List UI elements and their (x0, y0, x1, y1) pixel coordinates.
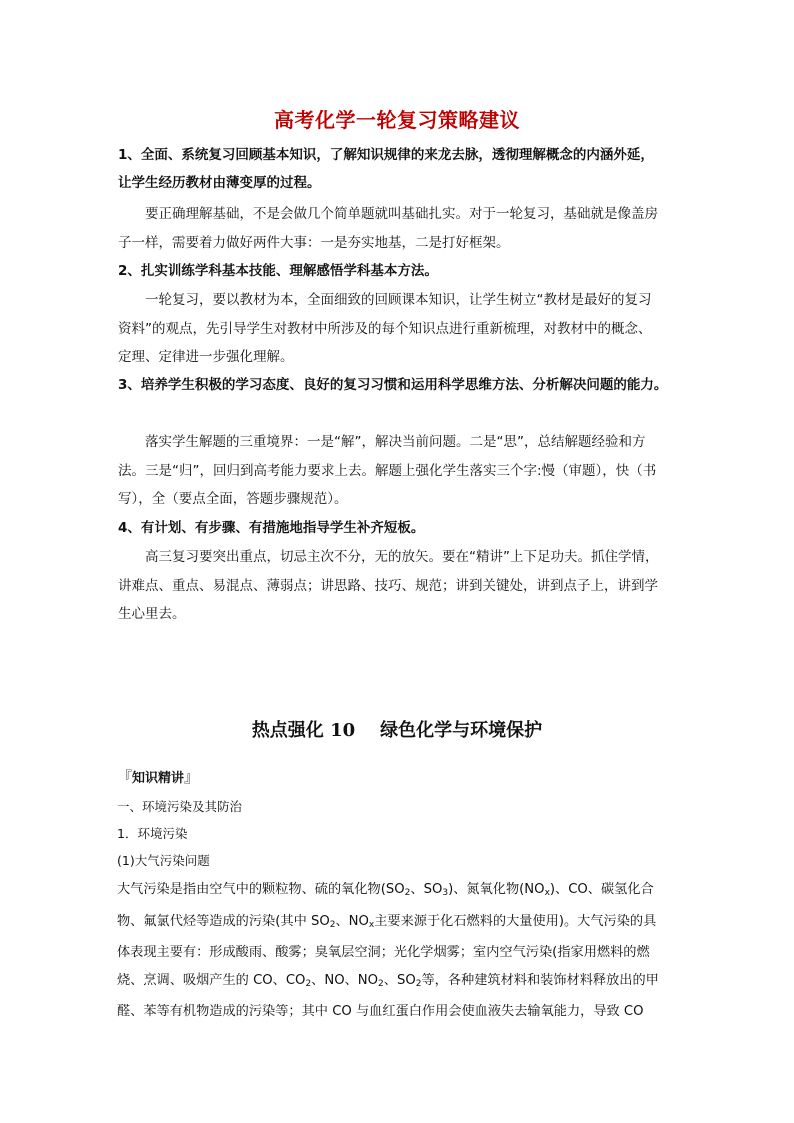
section-1-heading-line-1: 1、全面、系统复习回顾基本知识，了解知识规律的来龙去脉，透彻理解概念的内涵外延， (118, 147, 654, 163)
paragraph-4-line-1: 高三复习要突出重点，切忌主次不分，无的放矢。要在“精讲”上下足功夫。抓住学情， (145, 549, 659, 565)
knowledge-label: 知识精讲 (132, 771, 185, 786)
paragraph-2-line-3: 定理、定律进一步强化理解。 (118, 349, 294, 365)
pollution-line-3: 体表现主要有：形成酸雨、酸雾；臭氧层空洞；光化学烟雾；室内空气污染(指家用燃料的燃 (117, 945, 650, 960)
knowledge-bracket-close: 』 (184, 768, 200, 786)
pollution-line-4: 烧、烹调、吸烟产生的 CO、$CO_2$、NO、$NO_2$、$SO_2$等，各种建筑材料和装饰材料释放出的甲 (117, 972, 659, 989)
paragraph-3-line-2: 法。三是“归”，回归到高考能力要求上去。解题上强化学生落实三个字:慢（审题），快（书 (118, 462, 657, 479)
paragraph-2-line-2: 资料”的观点，先引导学生对教材中所涉及的每个知识点进行重新梳理，对教材中的概念、 (118, 320, 652, 337)
document-title: 高考化学一轮复习策略建议 (274, 108, 520, 132)
paragraph-3-line-3: 写），全（要点全面，答题步骤规范）。 (118, 491, 348, 507)
paragraph-2-line-1: 一轮复习，要以教材为本，全面细致的回顾课本知识，让学生树立“教材是最好的复习 (145, 292, 652, 308)
paragraph-4-line-2: 讲难点、重点、易混点、薄弱点；讲思路、技巧、规范；讲到关键处，讲到点子上，讲到学 (118, 577, 658, 594)
paragraph-4-line-3: 生心里去。 (118, 606, 186, 622)
section-3-heading: 3、培养学生积极的学习态度、良好的复习习惯和运用科学思维方法、分析解决问题的能力。 (118, 377, 668, 393)
paragraph-1 (118, 200, 658, 257)
paragraph-4 (118, 543, 659, 629)
section-one-heading: 一、环境污染及其防治 (117, 799, 243, 814)
pollution-line-2: 物、氟氯代烃等造成的污染(其中 $SO_2$、$NO_x$主要来源于化石燃料的大量使用)。大气污染的具 (117, 913, 657, 930)
pollution-paragraph (117, 876, 659, 1026)
section-4-heading: 4、有计划、有步骤、有措施地指导学生补齐短板。 (118, 520, 425, 536)
knowledge-bracket-open: 『 (117, 768, 133, 786)
paragraph-1-line-2: 子一样，需要着力做好两件大事：一是夯实地基，二是打好框架。 (118, 234, 510, 251)
section-1-heading-line-2: 让学生经历教材由薄变厚的过程。 (118, 175, 321, 191)
pollution-line-5: 醛、苯等有机物造成的污染等；其中 CO 与血红蛋白作用会使血液失去输氧能力，导致 CO (117, 1004, 644, 1019)
paragraph-1-line-1: 要正确理解基础，不是会做几个简单题就叫基础扎实。对于一轮复习，基础就是像盖房 (145, 206, 658, 222)
paragraph-3 (118, 428, 656, 514)
paragraph-2 (118, 286, 652, 372)
knowledge-heading (117, 766, 199, 787)
subsection-heading: 1．环境污染 (117, 826, 188, 841)
topic-title: 热点强化 10 绿色化学与环境保护 (251, 720, 543, 741)
pollution-line-1: 大气污染是指由空气中的颗粒物、硫的氧化物($SO_2$、$SO_3$)、氮氧化物$(NO_x)$、CO、碳氢化合 (117, 882, 654, 898)
paragraph-3-line-1: 落实学生解题的三重境界：一是“解”，解决当前问题。二是“思”，总结解题经验和方 (145, 434, 646, 450)
section-1-heading (118, 141, 654, 197)
section-2-heading: 2、扎实训练学科基本技能、理解感悟学科基本方法。 (118, 263, 438, 279)
sub-subsection-heading: (1)大气污染问题 (117, 853, 210, 868)
